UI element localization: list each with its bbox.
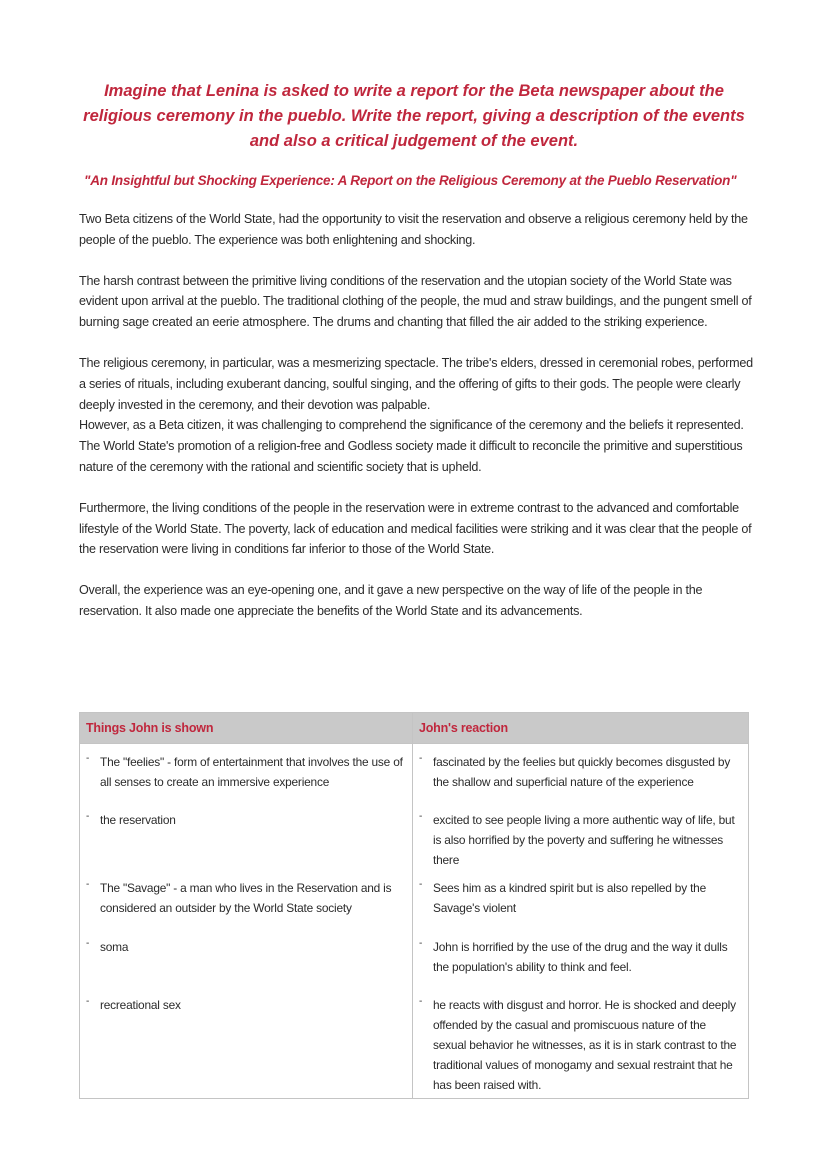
thing-cell: The "Savage" - a man who lives in the Reservation and is considered an outsider by the World State society	[100, 880, 392, 915]
bullet-dash: -	[419, 937, 423, 949]
reaction-cell: John is horrified by the use of the drug and the way it dulls the population's ability to think and feel.	[433, 939, 728, 974]
thing-cell: The "feelies" - form of entertainment that involves the use of all senses to create an immersive experience	[100, 755, 403, 789]
thing-cell: soma	[100, 939, 129, 954]
bullet-dash: -	[419, 878, 423, 890]
header-things-shown: Things John is shown	[80, 713, 413, 744]
thing-cell: recreational sex	[100, 997, 181, 1012]
table-row	[80, 870, 749, 929]
paragraph-living-conditions: Furthermore, the living conditions of the people in the reservation were in extreme contrast to the advanced and comfortable lifestyle of the World State. The poverty, lack of education and medical facilities were striking and it was clear that the people of the reservation were living in conditions far inferior to those of the World State.	[79, 500, 752, 557]
table-row	[80, 987, 749, 1099]
table-header-row	[80, 713, 749, 744]
report-title: "An Insightful but Shocking Experience: A Report on the Religious Ceremony at the Pueblo Reservation"	[84, 173, 737, 188]
bullet-dash: -	[419, 810, 423, 822]
reaction-cell: he reacts with disgust and horror. He is shocked and deeply offended by the casual and promiscuous nature of the sexual behavior he witnesses, as it is in stark contrast to the traditional values of monogamy and sexual restraint that he has been raised with.	[433, 997, 737, 1092]
bullet-dash: -	[86, 753, 90, 764]
john-table	[79, 712, 749, 1099]
paragraph-intro: Two Beta citizens of the World State, had the opportunity to visit the reservation and observe a religious ceremony held by the people of the pueblo. The experience was both enlightening and shocking.	[79, 212, 748, 247]
report-body	[79, 209, 759, 642]
reaction-cell: Sees him as a kindred spirit but is also repelled by the Savage's violent	[433, 880, 707, 915]
table-row	[80, 744, 749, 802]
bullet-dash: -	[419, 995, 423, 1007]
header-john-reaction: John's reaction	[413, 713, 749, 744]
task-title: Imagine that Lenina is asked to write a report for the Beta newspaper about the religious ceremony in the pueblo. Write the report, giving a description of the events and also a critical judgement of the event.	[83, 82, 745, 150]
bullet-dash: -	[86, 878, 90, 890]
paragraph-ceremony: The religious ceremony, in particular, was a mesmerizing spectacle. The tribe's elders, dressed in ceremonial robes, performed a series of rituals, including exuberant dancing, soulful singing, and the offering of gifts to their gods. The people were clearly deeply invested in the ceremony, and their devotion was palpable.	[79, 355, 753, 412]
bullet-dash: -	[86, 995, 90, 1007]
paragraph-conclusion: Overall, the experience was an eye-opening one, and it gave a new perspective on the way of life of the people in the reservation. It also made one appreciate the benefits of the World State and its advancements.	[79, 583, 703, 618]
paragraph-challenge: However, as a Beta citizen, it was challenging to comprehend the significance of the ceremony and the beliefs it represented. The World State's promotion of a religion-free and Godless society made it difficult to reconcile the primitive and superstitious nature of the ceremony with the rational and scientific society that is upheld.	[79, 418, 744, 474]
reaction-cell: fascinated by the feelies but quickly becomes disgusted by the shallow and superficial nature of the experience	[433, 755, 731, 789]
table-row	[80, 802, 749, 870]
bullet-dash: -	[86, 810, 90, 822]
thing-cell: the reservation	[100, 812, 176, 827]
table-row	[80, 929, 749, 987]
reaction-cell: excited to see people living a more authentic way of life, but is also horrified by the poverty and suffering he witnesses there	[433, 812, 735, 867]
paragraph-contrast: The harsh contrast between the primitive living conditions of the reservation and the utopian society of the World State was evident upon arrival at the pueblo. The traditional clothing of the people, the mud and straw buildings, and the pungent smell of burning sage created an eerie atmosphere. The drums and chanting that filled the air added to the striking experience.	[79, 273, 752, 330]
bullet-dash: -	[419, 753, 423, 764]
bullet-dash: -	[86, 937, 90, 949]
